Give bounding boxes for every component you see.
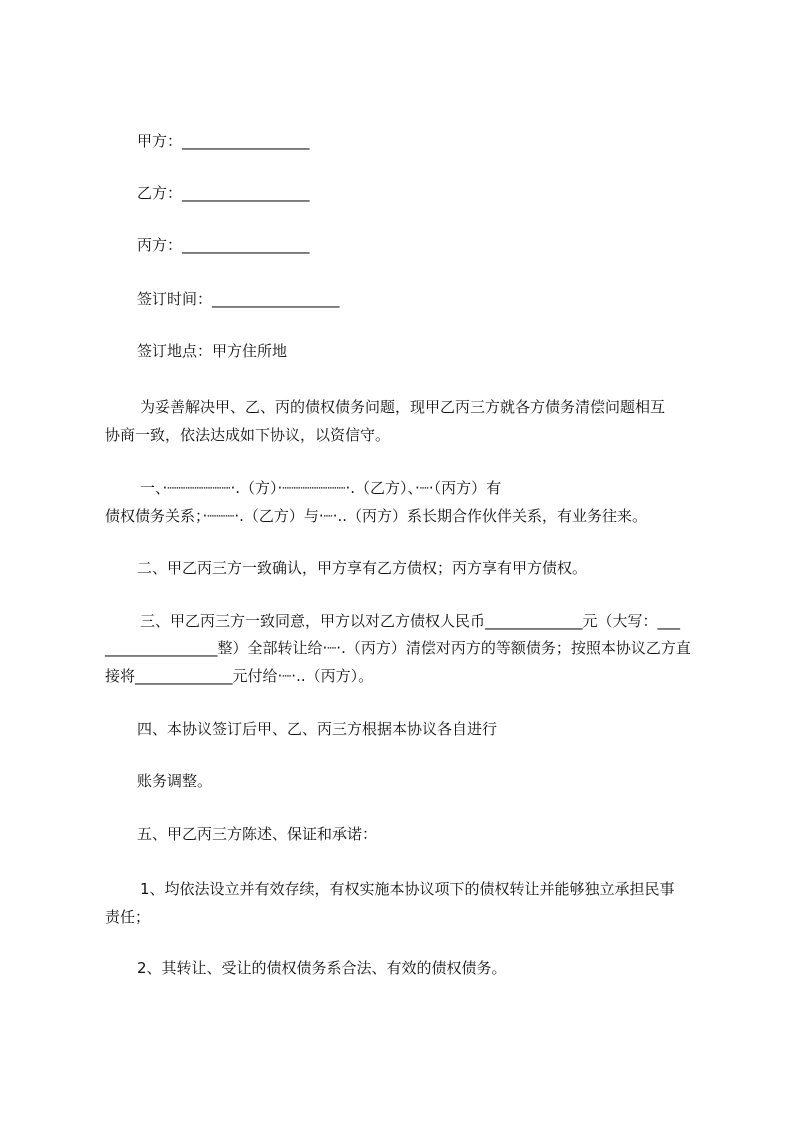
party-b-line: 乙方：_________________ — [137, 184, 310, 202]
intro-line-2: 协商一致，依法达成如下协议，以资信守。 — [105, 426, 391, 444]
sign-place-line: 签订地点：甲方住所地 — [137, 342, 288, 360]
clause-3-line-2: _______________整）全部转让给·┈·.（丙方）清偿对丙方的等额债务；按照本协议乙方直 — [105, 639, 691, 657]
sign-time-line: 签订时间：_________________ — [137, 290, 340, 308]
item-2: 2、其转让、受让的债权债务系合法、有效的债权债务。 — [137, 959, 507, 977]
clause-3-line-1: 三、甲乙丙三方一致同意，甲方以对乙方债权人民币_____________元（大写：___ — [140, 612, 681, 630]
clause-1-line-1: 一、·┈┈┈┈┈┈┈·.（方）·┈┈┈┈┈┈┈·.（乙方）、·┈·（丙方）有 — [140, 479, 502, 497]
party-a-line: 甲方：_________________ — [137, 132, 310, 150]
clause-1-line-2: 债权债务关系；·┈┈┈·.（乙方）与·┈·..（丙方）系长期合作伙伴关系，有业务往来。 — [105, 507, 648, 525]
clause-5: 五、甲乙丙三方陈述、保证和承诺： — [137, 825, 378, 843]
clause-4-line-2: 账务调整。 — [137, 772, 213, 790]
item-1-line-1: 1、均依法设立并有效存续，有权实施本协议项下的债权转让并能够独立承担民事 — [140, 880, 675, 898]
clause-3-line-3: 接将_____________元付给·┈·..（丙方）。 — [105, 667, 374, 685]
party-c-line: 丙方：_________________ — [137, 236, 310, 254]
clause-4-line-1: 四、本协议签订后甲、乙、丙三方根据本协议各自进行 — [137, 720, 498, 738]
intro-line-1: 为妥善解决甲、乙、丙的债权债务问题，现甲乙丙三方就各方债务清偿问题相互 — [140, 398, 666, 416]
clause-2: 二、甲乙丙三方一致确认，甲方享有乙方债权；丙方享有甲方债权。 — [137, 559, 588, 577]
item-1-line-2: 责任； — [105, 908, 151, 926]
